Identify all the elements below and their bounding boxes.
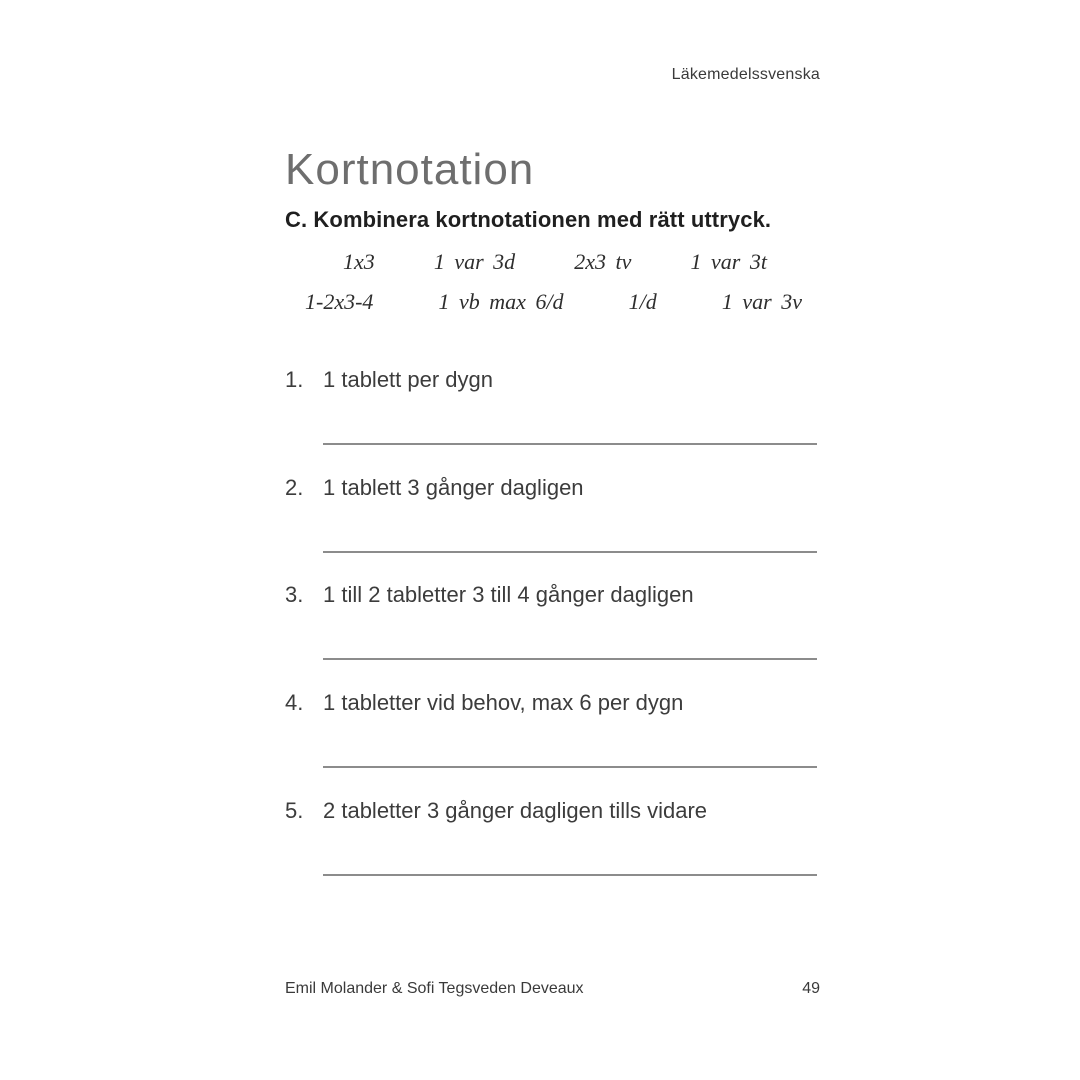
question-text: 1 till 2 tabletter 3 till 4 gånger dagligen [323, 582, 694, 607]
question-number: 2. [285, 475, 304, 500]
question-number: 1. [285, 367, 304, 392]
question-number: 3. [285, 582, 304, 607]
notation-option: 1x3 [343, 249, 375, 274]
exercise-heading: C. Kombinera kortnotationen med rätt uttryck. [285, 207, 772, 232]
notation-option: 1 var 3t [690, 249, 767, 274]
question-item-5 [285, 797, 820, 887]
answer-blank-line [323, 658, 817, 660]
answer-blank-line [323, 443, 817, 445]
answer-blank-line [323, 551, 817, 553]
answer-blank-line [323, 766, 817, 768]
notation-option: 1-2x3-4 [305, 289, 374, 314]
notation-option: 1/d [628, 289, 657, 314]
notation-options-row-2 [285, 289, 820, 315]
notation-option: 1 vb max 6/d [438, 289, 564, 314]
question-item-4 [285, 689, 820, 779]
question-text: 2 tabletter 3 gånger dagligen tills vidare [323, 798, 708, 823]
notation-option: 1 var 3v [721, 289, 802, 314]
running-header: Läkemedelssvenska [671, 66, 820, 83]
notation-option: 2x3 tv [574, 249, 632, 274]
notation-option: 1 var 3d [433, 249, 516, 274]
question-text: 1 tabletter vid behov, max 6 per dygn [323, 690, 684, 715]
question-item-2 [285, 474, 820, 564]
question-number: 5. [285, 798, 304, 823]
page-title: Kortnotation [285, 145, 535, 194]
answer-blank-line [323, 874, 817, 876]
footer-page-number: 49 [802, 980, 820, 997]
question-item-1 [285, 366, 820, 456]
notation-options-row-1 [285, 249, 820, 275]
question-text: 1 tablett per dygn [323, 367, 494, 392]
question-item-3 [285, 581, 820, 671]
question-number: 4. [285, 690, 304, 715]
question-text: 1 tablett 3 gånger dagligen [323, 475, 584, 500]
footer-authors: Emil Molander & Sofi Tegsveden Deveaux [285, 980, 584, 997]
